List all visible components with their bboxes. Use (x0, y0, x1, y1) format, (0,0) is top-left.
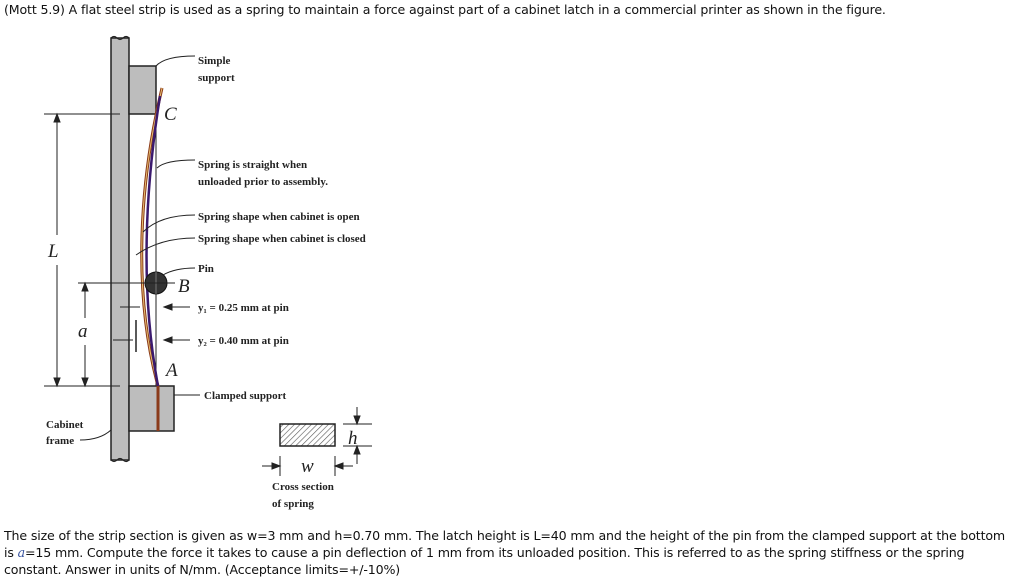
label-closed-shape: Spring shape when cabinet is closed (198, 233, 366, 245)
problem-title: (Mott 5.9) A flat steel strip is used as a spring to maintain a force against part of a cabinet latch in a commercial printer as shown in the figure. (4, 2, 886, 17)
label-clamped-support: Clamped support (204, 390, 287, 402)
label-point-c: C (164, 104, 177, 125)
label-cabinet-frame: Cabinet (46, 419, 84, 431)
deflection-arrows (164, 304, 190, 343)
svg-text:unloaded prior to assembly.: unloaded prior to assembly. (198, 176, 328, 188)
problem-line-2: is a=15 mm. Compute the force it takes to cause a pin deflection of 1 mm from its unloaded position. This is referred to as the spring stiffness or the spring (4, 545, 965, 560)
svg-text:frame: frame (46, 435, 75, 447)
label-point-a: A (166, 360, 178, 381)
clamped-support-block (129, 386, 174, 431)
label-cross-section: Cross section (272, 481, 334, 493)
cabinet-frame (111, 37, 129, 462)
label-dimension-l: L (48, 241, 59, 262)
label-open-shape: Spring shape when cabinet is open (198, 211, 360, 223)
label-y1: y₁ = 0.25 mm at pin (198, 302, 289, 314)
label-point-b: B (178, 276, 190, 297)
label-dimension-h: h (348, 428, 358, 449)
problem-line-3: constant. Answer in units of N/mm. (Acceptance limits=+/-10%) (4, 562, 401, 577)
dimension-lines (44, 114, 175, 386)
problem-statement (4, 527, 1024, 578)
label-y2: y₂ = 0.40 mm at pin (198, 335, 289, 347)
label-unloaded-spring: Spring is straight when (198, 159, 308, 171)
label-dimension-a: a (78, 321, 88, 342)
label-dimension-w: w (301, 456, 314, 477)
label-pin: Pin (198, 263, 214, 275)
svg-text:support: support (198, 72, 235, 84)
spring-latch-diagram (0, 24, 1024, 524)
cross-section (262, 407, 372, 510)
variable-a: a (17, 545, 25, 560)
simple-support-block (129, 66, 156, 114)
svg-text:of spring: of spring (272, 498, 314, 510)
problem-line-1: The size of the strip section is given as w=3 mm and h=0.70 mm. The latch height is L=40 mm and the height of the pin from the clamped support at the bottom (4, 528, 1006, 543)
label-simple-support: Simple (198, 55, 231, 67)
